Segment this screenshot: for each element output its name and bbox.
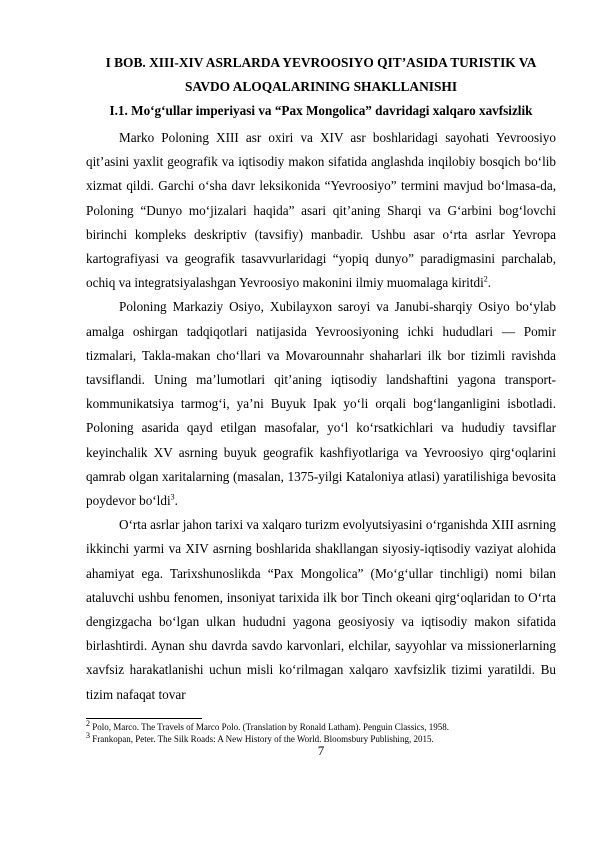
- paragraph: Marko Poloning XIII asr oxiri va XIV asr boshlaridagi sayohati Yevroosiyo qit’asini yaxlit geografik va iqtisodiy makon sifatida anglashda inqilobiy bosqich bo‘lib xizmat qildi. Garchi o‘sha davr leksikonida “Yevroosiyo” termini mavjud bo‘lmasa-da, Poloning “Dunyo mo‘jizalari haqida” asari qit’aning Sharqi va G‘arbini bog‘lovchi birinchi kompleks deskriptiv (tavsifiy) manbadir. Ushbu asar o‘rta asrlar Yevropa kartografiyasi va geografik tasavvurlaridagi “yopiq dunyo” paradigmasini parchalab, ochiq va integratsiyalashgan Yevroosiyo makonini ilmiy muomalaga kiritdi$^2$.: [86, 130, 556, 291]
- footnote-item: $^2$ Polo, Marco. The Travels of Marco Polo. (Translation by Ronald Latham). Penguin Classics, 1958.: [86, 719, 449, 732]
- body-text: [86, 126, 556, 707]
- paragraph: O‘rta asrlar jahon tarixi va xalqaro turizm evolyutsiyasini o‘rganishda XIII asrning ikkinchi yarmi va XIV asrning boshlarida shakllangan siyosiy-iqtisodiy vaziyat alohida ahamiyat ega. Tarixshunoslikda “Pax Mongolica” (Mo‘g‘ullar tinchligi) nomi bilan ataluvchi ushbu fenomen, insoniyat tarixida ilk bor Tinch okeani qirg‘oqlaridan to O‘rta dengizgacha bo‘lgan ulkan hududni yagona geosiyosiy va iqtisodiy makon sifatida birlashtirdi. Aynan shu davrda savdo karvonlari, elchilar, sayyohlar va missionerlarning xavfsiz harakatlanishi uchun misli ko‘rilmagan xalqaro xavfsizlik tizimi yaratildi. Bu tizim nafaqat tovar: [86, 517, 557, 702]
- chapter-title: I BOB. XIII-XIV ASRLARDA YEVROOSIYO QIT’ASIDA TURISTIK VA SAVDO ALOQALARINING SHAKLLANISHI: [105, 55, 537, 94]
- paragraph: Poloning Markaziy Osiyo, Xubilayxon saroyi va Janubi-sharqiy Osiyo bo‘ylab amalga oshirgan tadqiqotlari natijasida Yevroosiyoning ichki hududlari — Pomir tizmalari, Takla-makan cho‘llari va Movarounnahr shaharlari ilk bor tizimli ravishda tavsiflandi. Uning ma’lumotlari qit’aning iqtisodiy landshaftini yagona transport-kommunikatsiya tarmog‘i, ya’ni Buyuk Ipak yo‘li orqali bog‘langanligini isbotladi. Poloning asarida qayd etilgan masofalar, yo‘l ko‘rsatkichlari va hududiy tavsiflar keyinchalik XV asrning buyuk geografik kashfiyotlariga va Yevroosiyo qirg‘oqlarini qamrab olgan xaritalarning (masalan, 1375-yilgi Kataloniya atlasi) yaratilishiga bevosita poydevor bo‘ldi$^3$.: [86, 299, 556, 509]
- footnote-separator: [86, 718, 202, 719]
- page-number: 7: [317, 743, 325, 758]
- footnote-ref[interactable]: 3: [170, 492, 175, 502]
- footnote-item: $^3$ Frankopan, Peter. The Silk Roads: A New History of the World. Bloomsbury Publishing, 2015.: [86, 731, 434, 744]
- footnote-ref[interactable]: 2: [483, 274, 488, 284]
- section-title: I.1. Mo‘g‘ullar imperiyasi va “Pax Mongolica” davridagi xalqaro xavfsizlik: [109, 103, 533, 118]
- footnotes: [86, 721, 556, 745]
